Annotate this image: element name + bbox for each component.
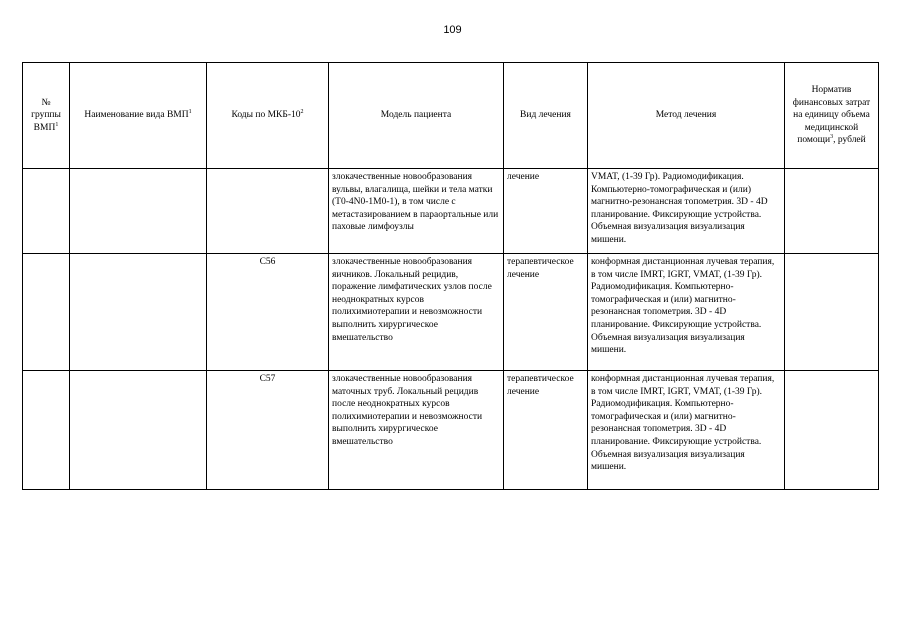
- cell-cost-norm: [785, 169, 879, 254]
- vmp-table: [22, 62, 879, 490]
- cell-icd-code: C56: [207, 254, 329, 371]
- header-cost-norm: Норматив финансовых затрат на единицу объема медицинской помощи$^3$, рублей: [785, 63, 879, 169]
- header-treatment-method: Метод лечения: [588, 63, 785, 169]
- header-treatment-type: Вид лечения: [504, 63, 588, 169]
- cell-vmp-name: [70, 371, 207, 490]
- cell-vmp-name: [70, 169, 207, 254]
- header-row: [23, 63, 879, 169]
- header-vmp-name: Наименование вида ВМП$^1$: [70, 63, 207, 169]
- header-patient-model: Модель пациента: [329, 63, 504, 169]
- cell-vmp-name: [70, 254, 207, 371]
- header-group-no: № группы ВМП$^1$: [23, 63, 70, 169]
- cell-treatment-method: VMAT, (1-39 Гр). Радиомодификация. Компьютерно-томографическая и (или) магнитно-резонансная топометрия. 3D - 4D планирование. Фиксирующие устройства. Объемная визуализация визуализация мишени.: [588, 169, 785, 254]
- cell-group-no: [23, 371, 70, 490]
- page-number: 109: [443, 24, 462, 36]
- cell-patient-model: злокачественные новообразования вульвы, влагалища, шейки и тела матки (T0-4N0-1M0-1), в том числе с метастазированием в параортальные или паховые лимфоузлы: [329, 169, 504, 254]
- cell-treatment-type: терапевтическое лечение: [504, 254, 588, 371]
- cell-group-no: [23, 254, 70, 371]
- cell-cost-norm: [785, 254, 879, 371]
- cell-patient-model: злокачественные новообразования яичников. Локальный рецидив, поражение лимфатических узлов после неоднократных курсов полихимиотерапии и невозможности выполнить хирургическое вмешательство: [329, 254, 504, 371]
- table-row: [23, 371, 879, 490]
- cell-treatment-type: терапевтическое лечение: [504, 371, 588, 490]
- cell-icd-code: C57: [207, 371, 329, 490]
- cell-treatment-method: конформная дистанционная лучевая терапия, в том числе IMRT, IGRT, VMAT, (1-39 Гр). Радиомодификация. Компьютерно-томографическая и (или) магнитно-резонансная топометрия. 3D - 4D планирование. Фиксирующие устройства. Объемная визуализация визуализация мишени.: [588, 254, 785, 371]
- cell-icd-code: [207, 169, 329, 254]
- table-row: [23, 254, 879, 371]
- cell-group-no: [23, 169, 70, 254]
- header-icd-codes: Коды по МКБ-$10^2$: [207, 63, 329, 169]
- cell-treatment-method: конформная дистанционная лучевая терапия, в том числе IMRT, IGRT, VMAT, (1-39 Гр). Радиомодификация. Компьютерно-томографическая и (или) магнитно-резонансная топометрия. 3D - 4D планирование. Фиксирующие устройства. Объемная визуализация визуализация мишени.: [588, 371, 785, 490]
- cell-treatment-type: лечение: [504, 169, 588, 254]
- cell-cost-norm: [785, 371, 879, 490]
- table-row: [23, 169, 879, 254]
- cell-patient-model: злокачественные новообразования маточных труб. Локальный рецидив после неоднократных курсов полихимиотерапии и невозможности выполнить хирургическое вмешательство: [329, 371, 504, 490]
